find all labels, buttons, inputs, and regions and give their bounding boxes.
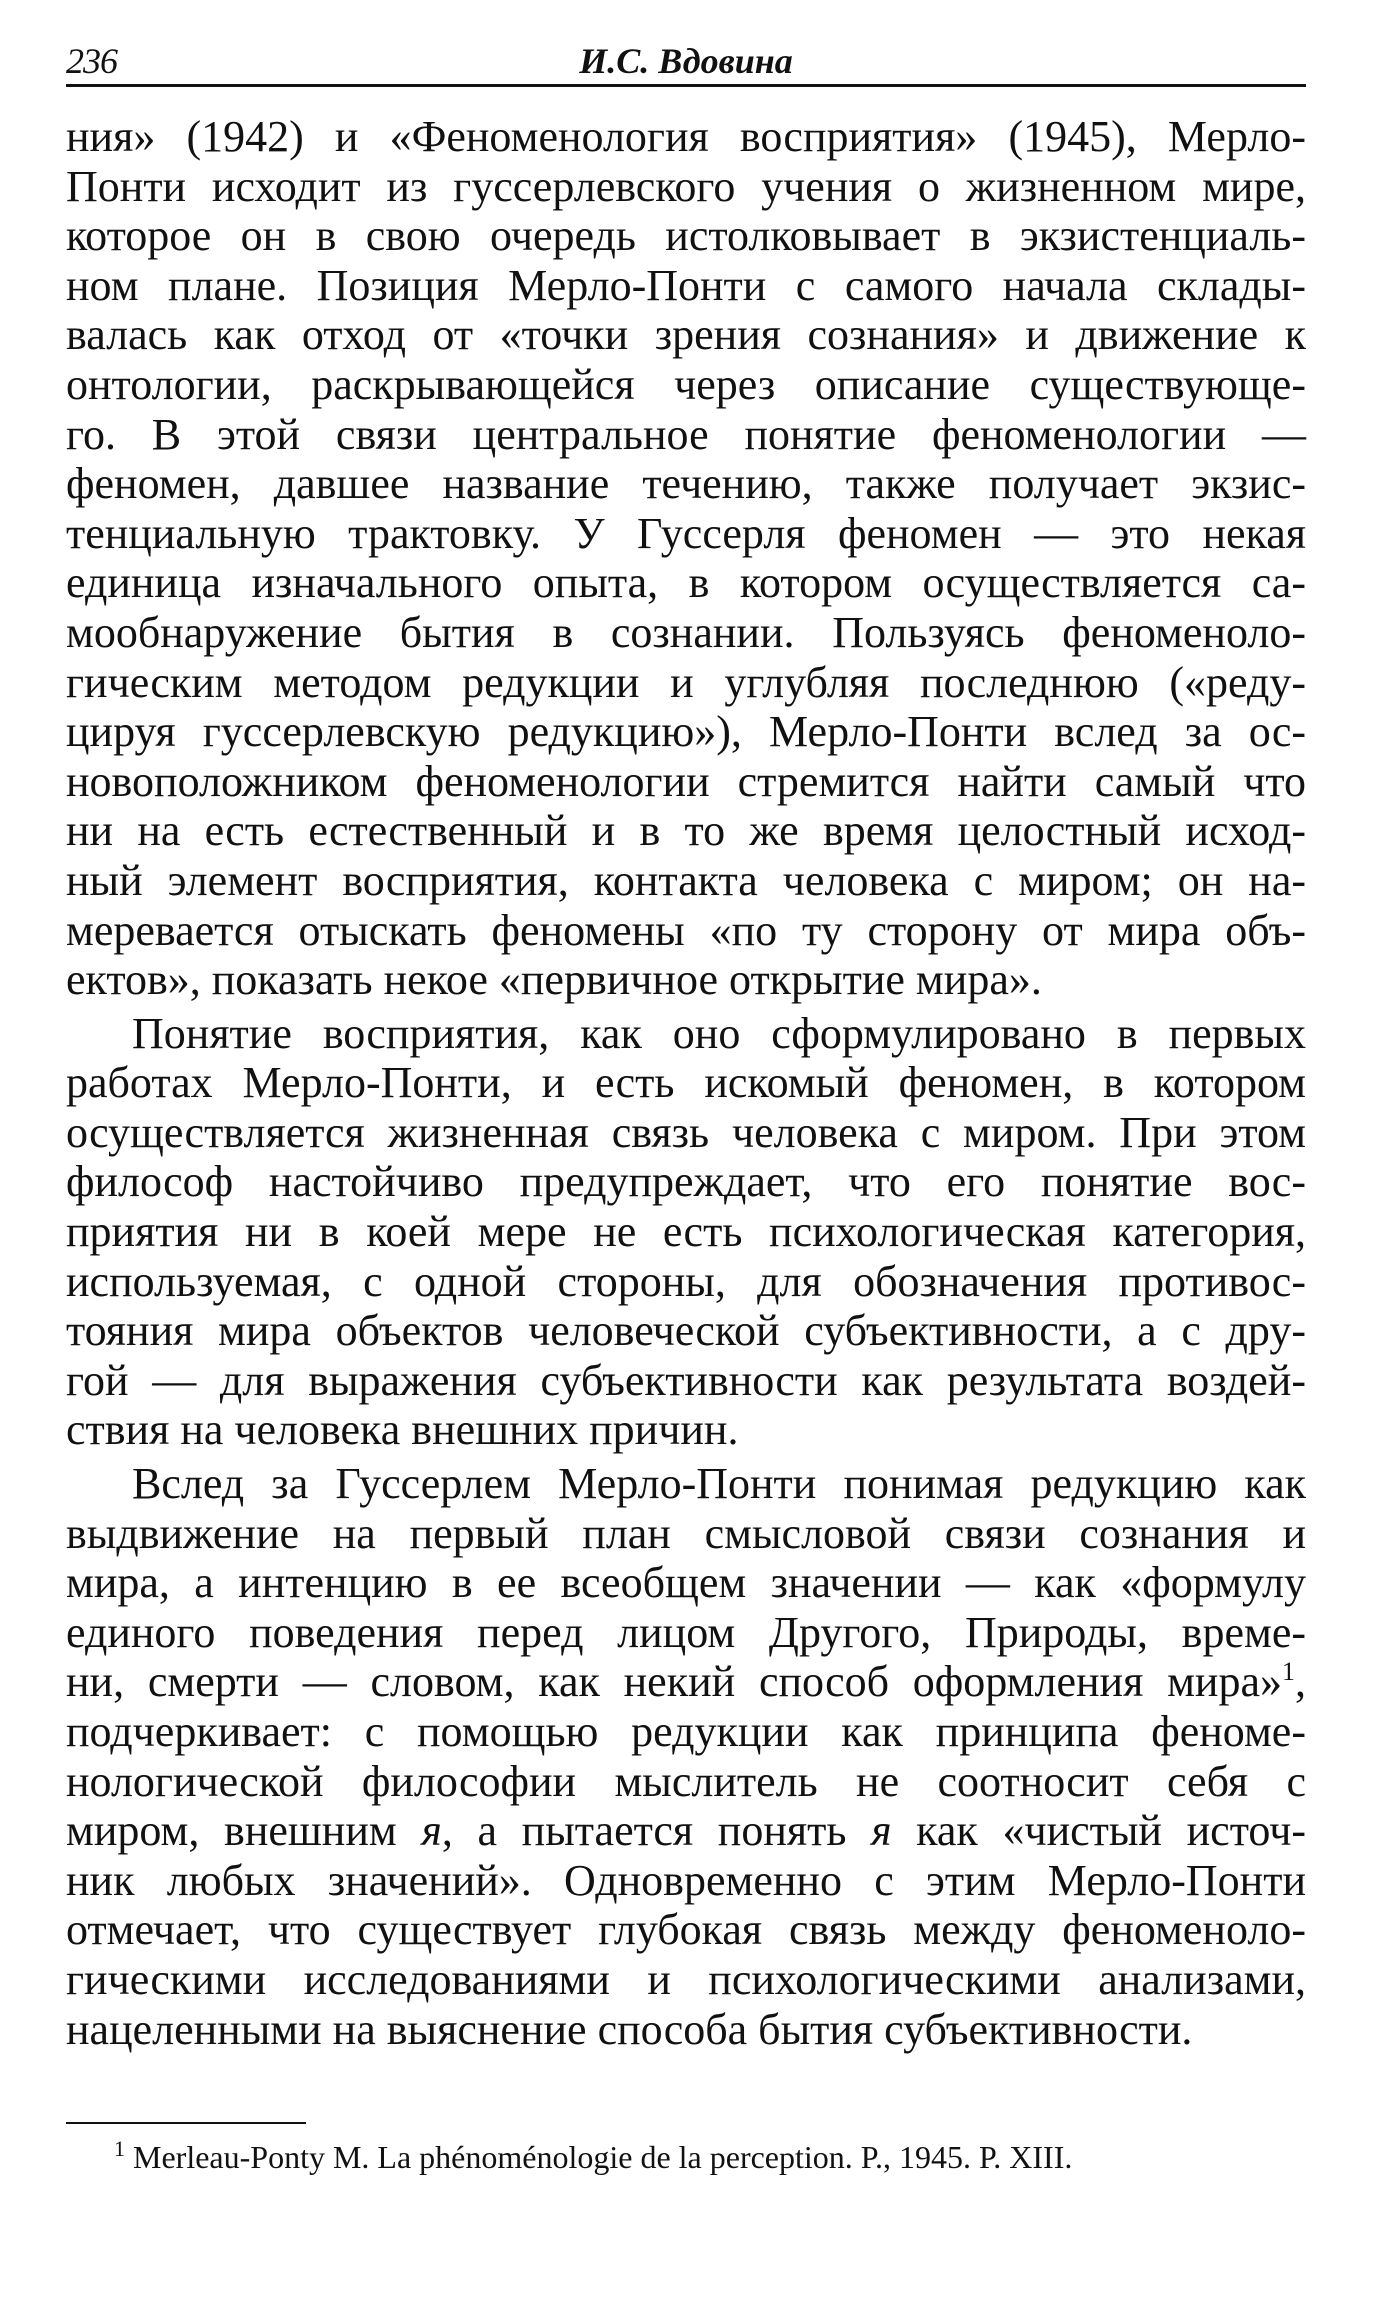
text-line: ный элемент восприятия, контакта человека с миром; он на-	[66, 855, 1306, 905]
text-line: Вслед за Гуссерлем Мерло-Понти понимая редукцию как	[132, 1459, 1306, 1509]
text-line: гическими исследованиями и психологическими анализами,	[66, 1954, 1306, 2004]
text-line: единица изначального опыта, в котором осуществляется са-	[66, 558, 1306, 608]
footnote-marker: 1	[114, 2136, 125, 2161]
text-line: философ настойчиво предупреждает, что его понятие вос-	[66, 1157, 1306, 1207]
text-segment: ,	[1295, 1657, 1306, 1707]
text-line: онтологии, раскрывающейся через описание существующе-	[66, 359, 1306, 409]
text-line: мира, а интенцию в ее всеобщем значении — как «формулу	[66, 1558, 1306, 1608]
text-line: Понятие восприятия, как оно сформулировано в первых	[132, 1008, 1306, 1058]
footnote-reference[interactable]: 1	[1282, 1657, 1295, 1687]
text-line: гическим методом редукции и углубляя последнюю («реду-	[66, 657, 1306, 707]
text-line	[66, 1657, 1306, 1707]
text-line: приятия ни в коей мере не есть психологическая категория,	[66, 1207, 1306, 1257]
text-line: ектов», показать некое «первичное открытие мира».	[66, 955, 1042, 1005]
text-line: го. В этой связи центральное понятие феноменологии —	[66, 409, 1306, 459]
text-line: мообнаружение бытия в сознании. Пользуясь феноменоло-	[66, 607, 1306, 657]
text-line: валась как отход от «точки зрения сознания» и движение к	[66, 310, 1306, 360]
text-line: феномен, давшее название течению, также получает экзис-	[66, 459, 1306, 509]
text-line: меревается отыскать феномены «по ту сторону от мира объ-	[66, 905, 1306, 955]
text-line: единого поведения перед лицом Другого, Природы, време-	[66, 1607, 1306, 1657]
text-line: ни на есть естественный и в то же время целостный исход-	[66, 806, 1306, 856]
text-line: тояния мира объектов человеческой субъективности, а с дру-	[66, 1306, 1306, 1356]
text-line: нологической философии мыслитель не соотносит себя с	[66, 1756, 1306, 1806]
text-line: ник любых значений». Одновременно с этим Мерло-Понти	[66, 1855, 1306, 1905]
text-line: работах Мерло-Понти, и есть искомый феномен, в котором	[66, 1058, 1306, 1108]
running-head-author: И.С. Вдовина	[579, 41, 793, 81]
page-number: 236	[66, 41, 117, 81]
text-line: ствия на человека внешних причин.	[66, 1405, 739, 1455]
text-segment: как «чистый источ-	[916, 1806, 1307, 1856]
emphasis-ya: я	[871, 1806, 892, 1856]
text-line: подчеркивает: с помощью редукции как принципа феноме-	[66, 1707, 1306, 1756]
text-line: нацеленными на выяснение способа бытия субъективности.	[66, 2004, 1193, 2054]
running-head	[66, 38, 1306, 87]
text-line	[66, 1806, 1306, 1856]
footnote-text: Merleau-Ponty M. La phénoménologie de la perception. P., 1945. P. XIII.	[133, 2139, 1073, 2175]
text-line: которое он в свою очередь истолковывает в экзистенциаль-	[66, 211, 1306, 261]
text-line: ном плане. Позиция Мерло-Понти с самого начала склады-	[66, 260, 1306, 310]
body-text	[66, 112, 1306, 2054]
text-line: новоположником феноменологии стремится найти самый что	[66, 756, 1306, 806]
text-line: ния» (1942) и «Феноменология восприятия» (1945), Мерло-	[66, 112, 1306, 161]
footnote	[114, 2136, 1314, 2178]
text-line: отмечает, что существует глубокая связь между феноменоло-	[66, 1905, 1306, 1955]
footnote-divider	[66, 2122, 306, 2124]
emphasis-ya: я	[421, 1806, 442, 1856]
text-line: гой — для выражения субъективности как результата воздей-	[66, 1355, 1306, 1405]
text-segment: миром, внешним	[66, 1806, 397, 1856]
text-line: Понти исходит из гуссерлевского учения о жизненном мире,	[66, 161, 1306, 211]
text-line: тенциальную трактовку. У Гуссерля феномен — это некая	[66, 508, 1306, 558]
text-segment: , а пытается понять	[441, 1806, 847, 1856]
text-line: цируя гуссерлевскую редукцию»), Мерло-Понти вслед за ос-	[66, 707, 1306, 757]
text-segment: ни, смерти — словом, как некий способ оформления мира»	[66, 1657, 1282, 1707]
text-line: используемая, с одной стороны, для обозначения противос-	[66, 1256, 1306, 1306]
text-line: выдвижение на первый план смысловой связи сознания и	[66, 1508, 1306, 1558]
text-line: осуществляется жизненная связь человека с миром. При этом	[66, 1107, 1306, 1157]
